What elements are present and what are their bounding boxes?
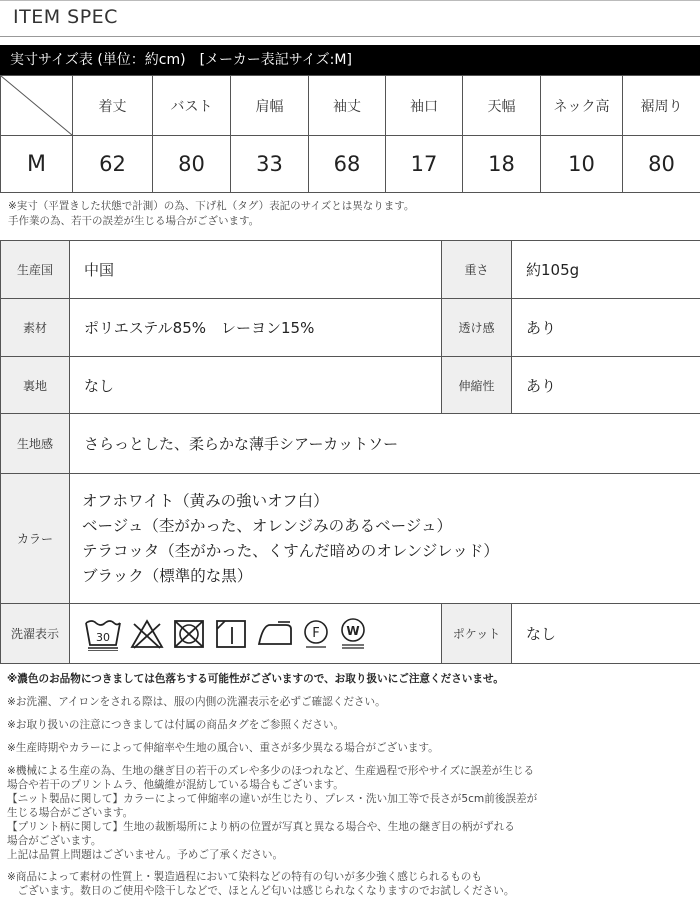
note-line: ※商品によって素材の性質上・製造過程において染料などの特有の匂いが多少強く感じられるものも: [7, 871, 482, 883]
pocket-label: ポケット: [442, 604, 512, 664]
note-line: ※機械による生産の為、生地の継ぎ目の若干のズレや多少のほつれなど、生産過程で形やサイズに誤差が生じる: [7, 765, 535, 777]
note-line: 場合がございます。: [7, 835, 102, 847]
color-label: カラー: [1, 474, 70, 604]
color-item: オフホワイト（黄みの強いオフ白）: [82, 491, 329, 510]
care-label: 洗濯表示: [1, 604, 70, 664]
note-line: 生じる場合がございます。: [7, 807, 134, 819]
material-label: 素材: [1, 299, 70, 357]
pocket-value: なし: [512, 604, 700, 664]
size-col-header: ネック高: [541, 76, 623, 136]
size-table: [0, 75, 700, 193]
no-tumble-dry-icon: [172, 618, 206, 650]
note-line: 【ニット製品に関して】カラーによって伸縮率の違いが生じたり、プレス・洗い加工等で長さが5cm前後誤差が: [7, 793, 538, 805]
texture-value: さらっとした、柔らかな薄手シアーカットソー: [70, 414, 700, 474]
section-title: ITEM SPEC: [13, 6, 118, 28]
header-rule: [0, 36, 700, 37]
wet-clean-w-icon: [338, 617, 368, 651]
color-item: ブラック（標準的な黒）: [82, 566, 253, 585]
color-item: テラコッタ（杢がかった、くすんだ暗めのオレンジレッド）: [82, 541, 499, 560]
size-table-corner: [1, 76, 73, 136]
dry-clean-f-icon: [302, 618, 330, 650]
size-col-header: 着丈: [73, 76, 153, 136]
size-banner-text: 実寸サイズ表 (単位：約cm) [メーカー表記サイズ:M]: [10, 52, 352, 68]
notes-section: [7, 672, 697, 898]
origin-label: 生産国: [1, 241, 70, 299]
weight-label: 重さ: [442, 241, 512, 299]
size-cell: 18: [463, 136, 541, 193]
note-line: 上記は品質上問題はございません。予めご了承ください。: [7, 849, 284, 861]
note-tag: ※お取り扱いの注意につきましては付属の商品タグをご参照ください。: [7, 719, 345, 731]
color-list: [70, 474, 700, 604]
size-cell: 17: [386, 136, 463, 193]
size-col-header: 天幅: [463, 76, 541, 136]
texture-label: 生地感: [1, 414, 70, 474]
size-cell: 80: [153, 136, 231, 193]
size-table-banner: [0, 45, 700, 75]
wash-30-icon: [84, 617, 122, 651]
spec-table: [0, 240, 700, 664]
note-line: 場合や若干のプリントムラ、他繊維が混紡している場合もございます。: [7, 779, 344, 791]
dry-clean-letter: F: [312, 625, 320, 641]
lining-value: なし: [70, 357, 442, 414]
origin-value: 中国: [70, 241, 442, 299]
wet-clean-letter: W: [346, 623, 360, 638]
item-spec-header: [0, 0, 700, 36]
size-col-header: 袖丈: [309, 76, 386, 136]
note-wash: ※お洗濯、アイロンをされる際は、服の内側の洗濯表示を必ずご確認ください。: [7, 696, 386, 708]
no-bleach-icon: [130, 618, 164, 650]
size-col-header: 肩幅: [231, 76, 309, 136]
note-line: ございます。数日のご使用や陰干しなどで、ほとんど匂いは感じられなくなりますのでお試しください。: [7, 885, 515, 897]
sheer-label: 透け感: [442, 299, 512, 357]
line-dry-shade-icon: [214, 618, 248, 650]
iron-low-icon: [256, 619, 294, 649]
note-machine: [7, 764, 697, 862]
sheer-value: あり: [512, 299, 700, 357]
size-cell: 80: [623, 136, 700, 193]
size-row-label: M: [1, 136, 73, 193]
lining-label: 裏地: [1, 357, 70, 414]
note-dark-color: ※濃色のお品物につきましては色落ちする可能性がございますので、お取り扱いにご注意くださいませ。: [7, 673, 504, 685]
color-item: ベージュ（杢がかった、オレンジみのあるベージュ）: [82, 516, 452, 535]
size-col-header: バスト: [153, 76, 231, 136]
size-col-header: 袖口: [386, 76, 463, 136]
size-cell: 62: [73, 136, 153, 193]
note-period: ※生産時期やカラーによって伸縮率や生地の風合い、重さが多少異なる場合がございます。: [7, 742, 439, 754]
note-line: 【プリント柄に関して】生地の裁断場所により柄の位置が写真と異なる場合や、生地の継ぎ目の柄がずれる: [7, 821, 515, 833]
wash-temp-text: 30: [96, 630, 110, 644]
note-smell: [7, 870, 697, 898]
weight-value: 約105g: [512, 241, 700, 299]
size-cell: 10: [541, 136, 623, 193]
stretch-label: 伸縮性: [442, 357, 512, 414]
size-note-line: 手作業の為、若干の誤差が生じる場合がございます。: [8, 215, 260, 227]
size-note-line: ※実寸（平置きした状態で計測）の為、下げ札（タグ）表記のサイズとは異なります。: [8, 200, 415, 212]
size-col-header: 裾周り: [623, 76, 700, 136]
stretch-value: あり: [512, 357, 700, 414]
material-value: ポリエステル85% レーヨン15%: [70, 299, 442, 357]
size-cell: 68: [309, 136, 386, 193]
care-symbols: [70, 604, 442, 664]
size-note: [8, 199, 414, 229]
size-cell: 33: [231, 136, 309, 193]
